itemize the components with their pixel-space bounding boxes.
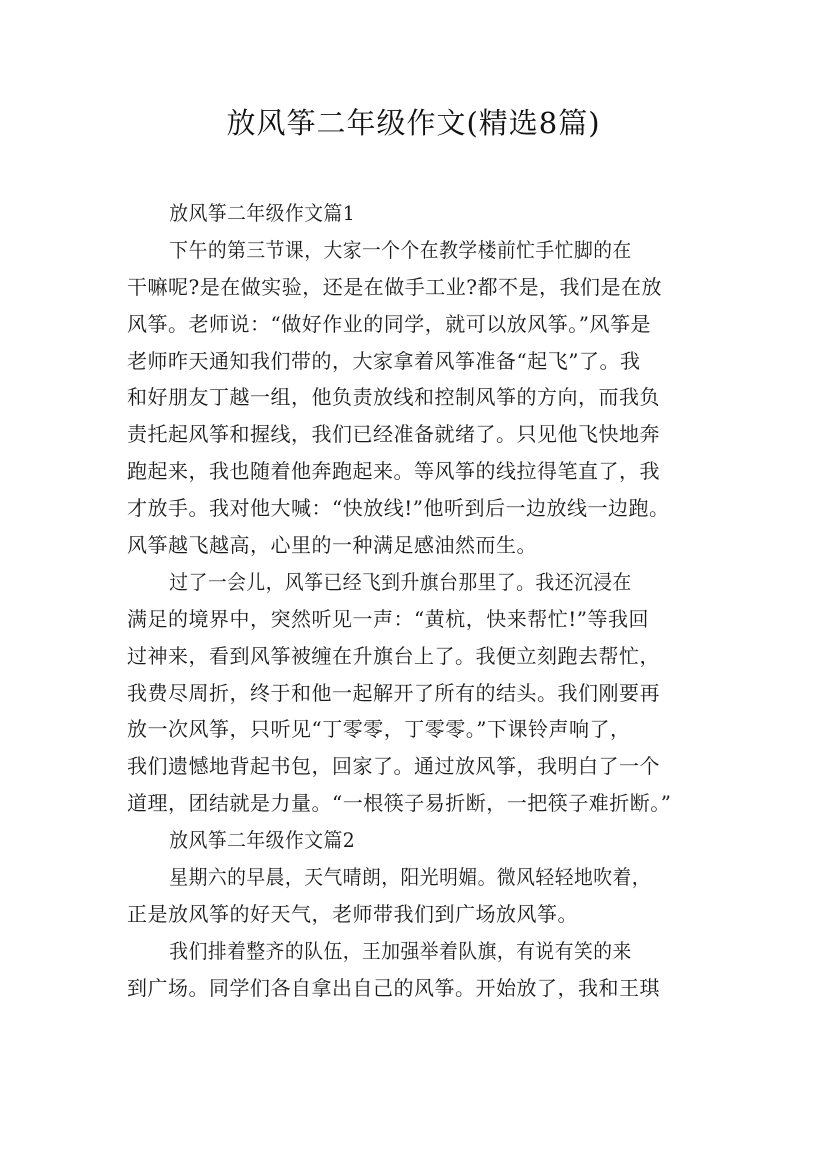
text-line: 老师昨天通知我们带的，大家拿着风筝准备“起飞”了。我 bbox=[127, 348, 641, 373]
text-line: 下午的第三节课，大家一个个在教学楼前忙手忙脚的在 bbox=[169, 237, 632, 262]
text-line: 过神来，看到风筝被缠在升旗台上了。我便立刻跑去帮忙， bbox=[127, 643, 660, 668]
text-line: 我们排着整齐的队伍，王加强举着队旗，有说有笑的来 bbox=[169, 938, 632, 963]
text-line: 我费尽周折，终于和他一起解开了所有的结头。我们刚要再 bbox=[127, 680, 660, 705]
text-line: 放一次风筝，只听见“丁零零，丁零零。”下课铃声响了， bbox=[127, 717, 631, 742]
text-line: 放风筝二年级作文篇1 bbox=[169, 201, 356, 225]
text-line: 风筝越飞越高，心里的一种满足感油然而生。 bbox=[127, 533, 537, 558]
text-line: 和好朋友丁越一组，他负责放线和控制风筝的方向，而我负 bbox=[127, 385, 660, 410]
text-line: 满足的境界中，突然听见一声：“黄杭，快来帮忙!”等我回 bbox=[127, 606, 649, 631]
text-line: 正是放风筝的好天气，老师带我们到广场放风筝。 bbox=[127, 901, 578, 926]
document-title: 放风筝二年级作文(精选8篇) bbox=[226, 106, 601, 140]
text-line: 风筝。老师说：“做好作业的同学，就可以放风筝。”风筝是 bbox=[127, 311, 651, 336]
text-line: 过了一会儿，风筝已经飞到升旗台那里了。我还沉浸在 bbox=[169, 569, 632, 594]
text-line: 道理，团结就是力量。“一根筷子易折断，一把筷子难折断。” bbox=[127, 791, 672, 816]
text-line: 责托起风筝和握线，我们已经准备就绪了。只见他飞快地奔 bbox=[127, 422, 660, 447]
text-line: 跑起来，我也随着他奔跑起来。等风筝的线拉得笔直了，我 bbox=[127, 459, 660, 484]
text-line: 我们遗憾地背起书包，回家了。通过放风筝，我明白了一个 bbox=[127, 754, 660, 779]
text-line: 干嘛呢?是在做实验，还是在做手工业?都不是，我们是在放 bbox=[127, 274, 662, 299]
text-line: 星期六的早晨，天气晴朗，阳光明媚。微风轻轻地吹着， bbox=[169, 865, 652, 890]
text-line: 放风筝二年级作文篇2 bbox=[169, 828, 356, 853]
document-body bbox=[127, 195, 707, 1007]
text-line: 到广场。同学们各自拿出自己的风筝。开始放了，我和王琪 bbox=[127, 975, 660, 1000]
text-line: 才放手。我对他大喊：“快放线!”他听到后一边放线一边跑。 bbox=[127, 496, 670, 521]
